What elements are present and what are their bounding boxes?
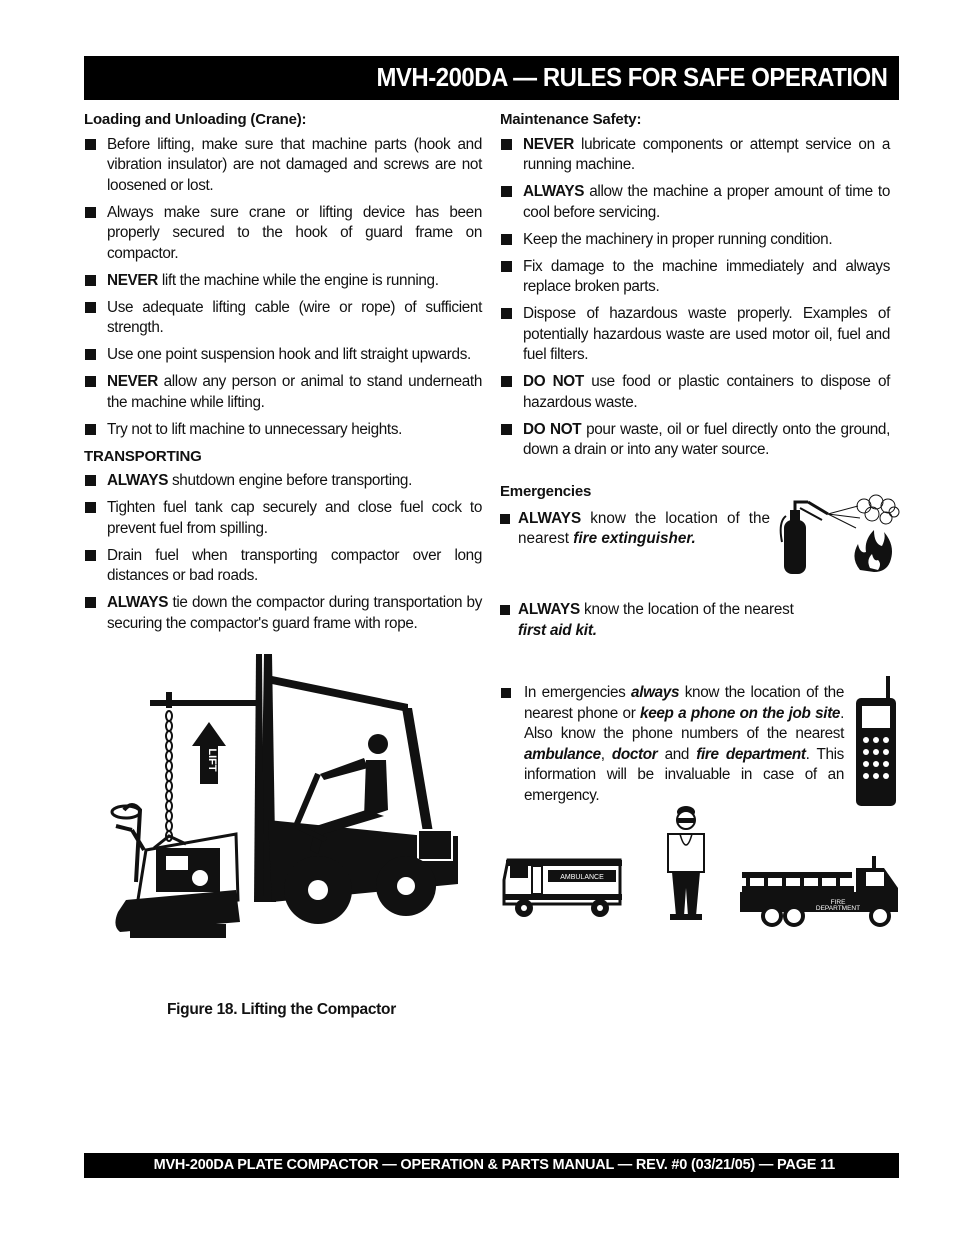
- bullet-square: [501, 261, 512, 272]
- list-item: ALWAYS shutdown engine before transporting.: [84, 471, 482, 492]
- list-item: Drain fuel when transporting compactor over long distances or bad roads.: [84, 546, 482, 587]
- list-item: Use adequate lifting cable (wire or rope) of sufficient strength.: [84, 298, 482, 339]
- bullet-square: [85, 475, 96, 486]
- list-item: Always make sure crane or lifting device has been properly secured to the hook of guard frame on compactor.: [84, 203, 482, 265]
- bullet-square: [501, 139, 512, 150]
- bullet-square: [85, 207, 96, 218]
- transporting-heading: TRANSPORTING: [84, 447, 202, 465]
- list-item: ALWAYS allow the machine a proper amount of time to cool before servicing.: [500, 182, 890, 223]
- phone-icon: [852, 676, 900, 808]
- phone-item: In emergencies always know the location of the nearest phone or keep a phone on the job site. Also know the phone numbers of the nearest ambulance, doctor and fire department. This information will be invaluable in case of an emergency.: [500, 683, 844, 813]
- emergencies-block: [500, 482, 770, 556]
- bullet-square: [85, 139, 96, 150]
- loading-list: [84, 135, 482, 441]
- bullet-square: [85, 424, 96, 435]
- figure-caption: Figure 18. Lifting the Compactor: [167, 1001, 396, 1018]
- list-item: Try not to lift machine to unnecessary heights.: [84, 420, 482, 441]
- list-item: Keep the machinery in proper running condition.: [500, 230, 890, 251]
- bullet-square: [501, 308, 512, 319]
- page-title: MVH-200DA — RULES FOR SAFE OPERATION: [375, 62, 887, 92]
- title-bar: [84, 56, 899, 100]
- bullet-square: [85, 275, 96, 286]
- list-item: ALWAYS tie down the compactor during transportation by securing the compactor's guard frame with rope.: [84, 593, 482, 634]
- first-aid-item: ALWAYS know the location of the nearest first aid kit.: [500, 600, 830, 648]
- list-item: Dispose of hazardous waste properly. Examples of potentially hazardous waste are used motor oil, fuel and fuel filters.: [500, 304, 890, 366]
- bullet-square: [85, 502, 96, 513]
- fire-label-2: DEPARTMENT: [815, 905, 861, 912]
- left-column: [84, 110, 482, 641]
- list-item: Fix damage to the machine immediately and always replace broken parts.: [500, 257, 890, 298]
- bullet-square: [85, 376, 96, 387]
- list-item: NEVER lift the machine while the engine is running.: [84, 271, 482, 292]
- transporting-list: [84, 471, 482, 634]
- list-item: DO NOT pour waste, oil or fuel directly onto the ground, down a drain or into any water source.: [500, 420, 890, 461]
- right-column: [500, 110, 890, 467]
- loading-heading: Loading and Unloading (Crane):: [84, 111, 307, 128]
- bullet-square: [85, 597, 96, 608]
- extinguisher-item: ALWAYS know the location of the nearest fire extinguisher.: [500, 509, 770, 550]
- footer-bar: [84, 1153, 899, 1178]
- fire-extinguisher-icon: [778, 492, 902, 576]
- ambulance-label: AMBULANCE: [560, 874, 604, 881]
- bullet-square: [501, 186, 512, 197]
- bullet-square: [85, 349, 96, 360]
- maintenance-list: [500, 135, 890, 461]
- list-item: DO NOT use food or plastic containers to dispose of hazardous waste.: [500, 372, 890, 413]
- list-item: Use one point suspension hook and lift straight upwards.: [84, 345, 482, 366]
- emergencies-heading: Emergencies: [500, 483, 592, 500]
- bullet-square: [85, 302, 96, 313]
- maintenance-heading: Maintenance Safety:: [500, 111, 642, 128]
- fire-label-1: FIRE: [830, 899, 846, 906]
- bullet-square: [85, 550, 96, 561]
- bullet-square: [501, 234, 512, 245]
- list-item: NEVER lubricate components or attempt service on a running machine.: [500, 135, 890, 176]
- lift-label: LIFT: [206, 748, 218, 772]
- doctor-icon: [664, 804, 708, 922]
- list-item: NEVER allow any person or animal to stand underneath the machine while lifting.: [84, 372, 482, 413]
- forklift-lifting-illustration: [96, 650, 466, 956]
- footer-text: MVH-200DA PLATE COMPACTOR — OPERATION & PARTS MANUAL — REV. #0 (03/21/05) — PAGE 11: [153, 1157, 835, 1173]
- list-item: Tighten fuel tank cap securely and close fuel cock to prevent fuel from spilling.: [84, 498, 482, 539]
- list-item: Before lifting, make sure that machine parts (hook and vibration insulator) are not damaged and screws are not loosened or lost.: [84, 135, 482, 197]
- ambulance-icon: [502, 852, 624, 920]
- bullet-square: [501, 376, 512, 387]
- fire-truck-icon: [738, 852, 902, 928]
- bullet-square: [501, 424, 512, 435]
